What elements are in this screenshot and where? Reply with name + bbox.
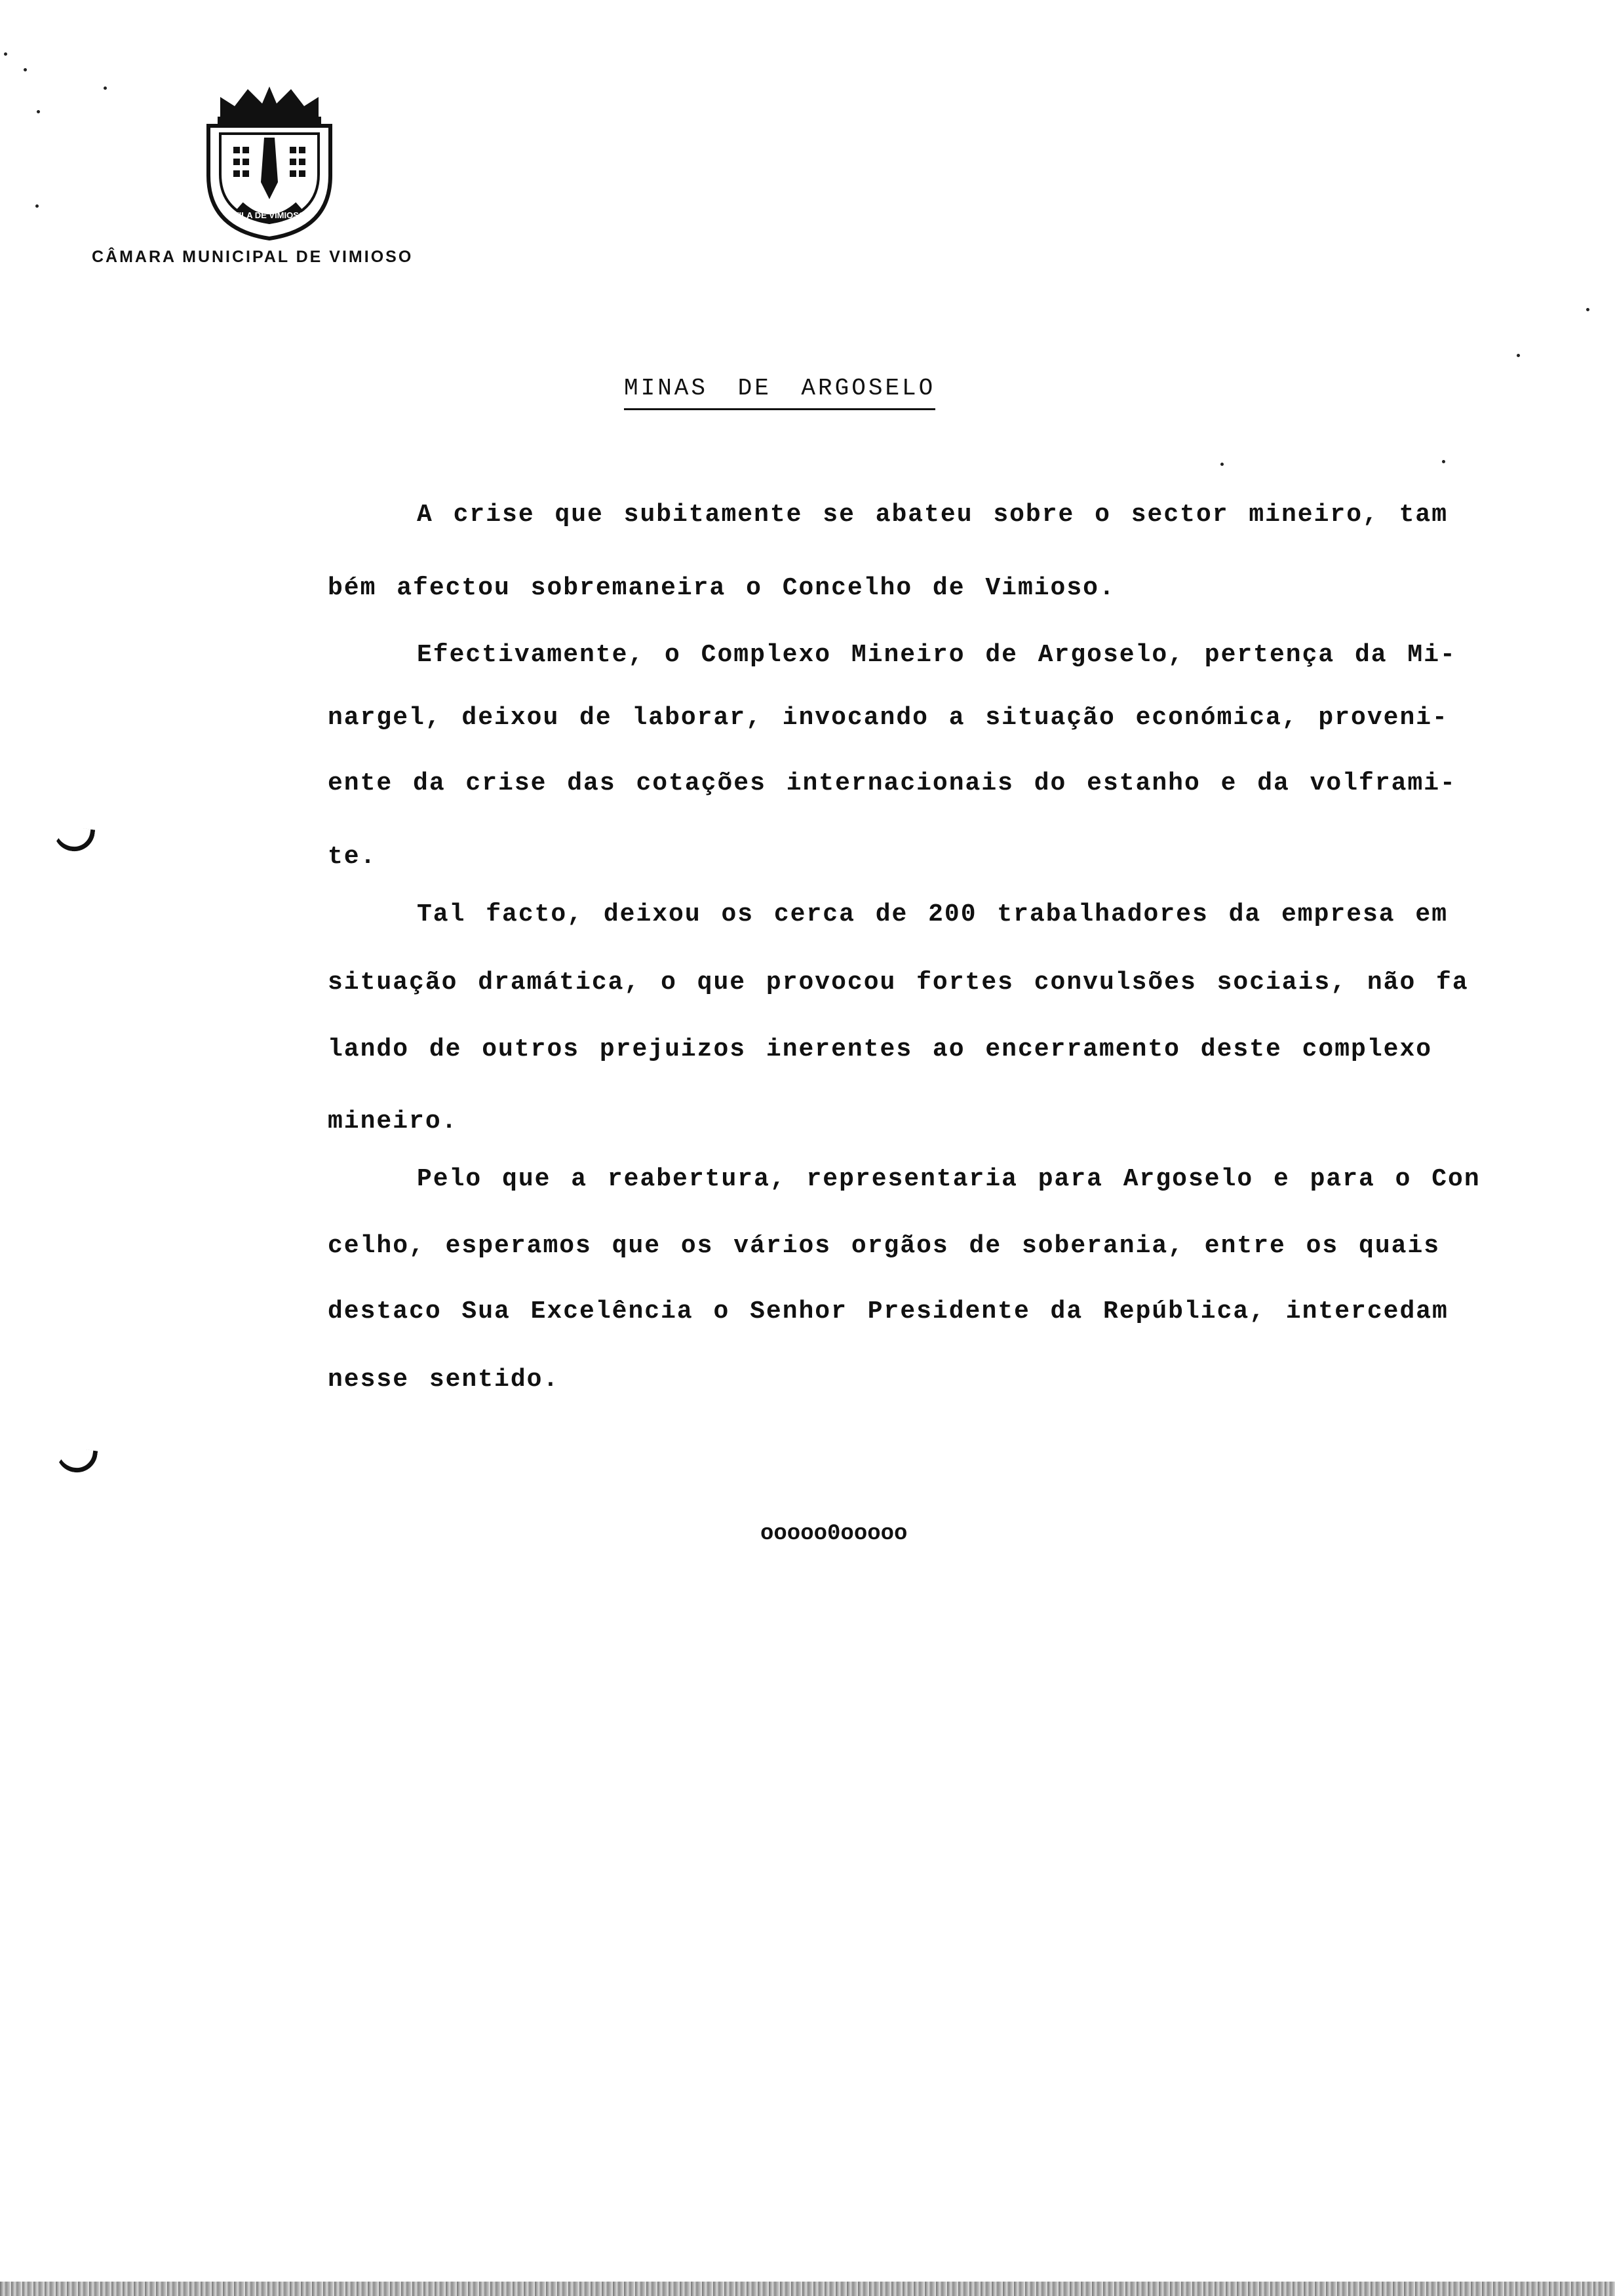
scan-speck	[4, 52, 7, 56]
scan-edge-noise	[0, 2282, 1615, 2296]
body-line: destaco Sua Excelência o Senhor Presidente da República, intercedam	[328, 1297, 1449, 1326]
body-line: celho, esperamos que os vários orgãos de soberania, entre os quais	[328, 1232, 1441, 1260]
municipal-crest-logo	[194, 84, 345, 241]
scan-speck	[37, 110, 40, 113]
body-line: situação dramática, o que provocou fortes convulsões sociais, não fa	[328, 968, 1469, 997]
body-line: te.	[328, 843, 377, 871]
document-title: MINAS DE ARGOSELO	[624, 375, 935, 410]
crest-ribbon-text: VILA DE VIMIOSO	[233, 210, 306, 220]
scan-speck	[1220, 463, 1224, 466]
scan-speck	[1517, 354, 1520, 357]
body-line: Pelo que a reabertura, representaria para Argoselo e para o Con	[417, 1165, 1481, 1193]
body-line: mineiro.	[328, 1107, 458, 1136]
body-line: nesse sentido.	[328, 1366, 560, 1394]
body-line: Tal facto, deixou os cerca de 200 trabalhadores da empresa em	[417, 900, 1449, 928]
scan-speck	[35, 204, 39, 208]
body-line: A crise que subitamente se abateu sobre o sector mineiro, tam	[417, 501, 1449, 529]
scan-speck	[1586, 308, 1589, 311]
body-line: nargel, deixou de laborar, invocando a situação económica, proveni-	[328, 704, 1449, 732]
body-line: Efectivamente, o Complexo Mineiro de Argoselo, pertença da Mi-	[417, 641, 1456, 669]
closing-ornament: ooooo0ooooo	[760, 1521, 908, 1546]
scan-speck	[1442, 460, 1445, 463]
punch-hole-mark	[51, 824, 96, 854]
organization-name: CÂMARA MUNICIPAL DE VIMIOSO	[92, 248, 414, 266]
body-line: ente da crise das cotações internacionais do estanho e da volframi-	[328, 769, 1456, 797]
body-line: bém afectou sobremaneira o Concelho de Vimioso.	[328, 574, 1116, 602]
scan-speck	[104, 86, 107, 90]
scan-speck	[24, 68, 27, 71]
body-line: lando de outros prejuizos inerentes ao encerramento deste complexo	[328, 1035, 1433, 1063]
punch-hole-mark	[54, 1445, 98, 1475]
